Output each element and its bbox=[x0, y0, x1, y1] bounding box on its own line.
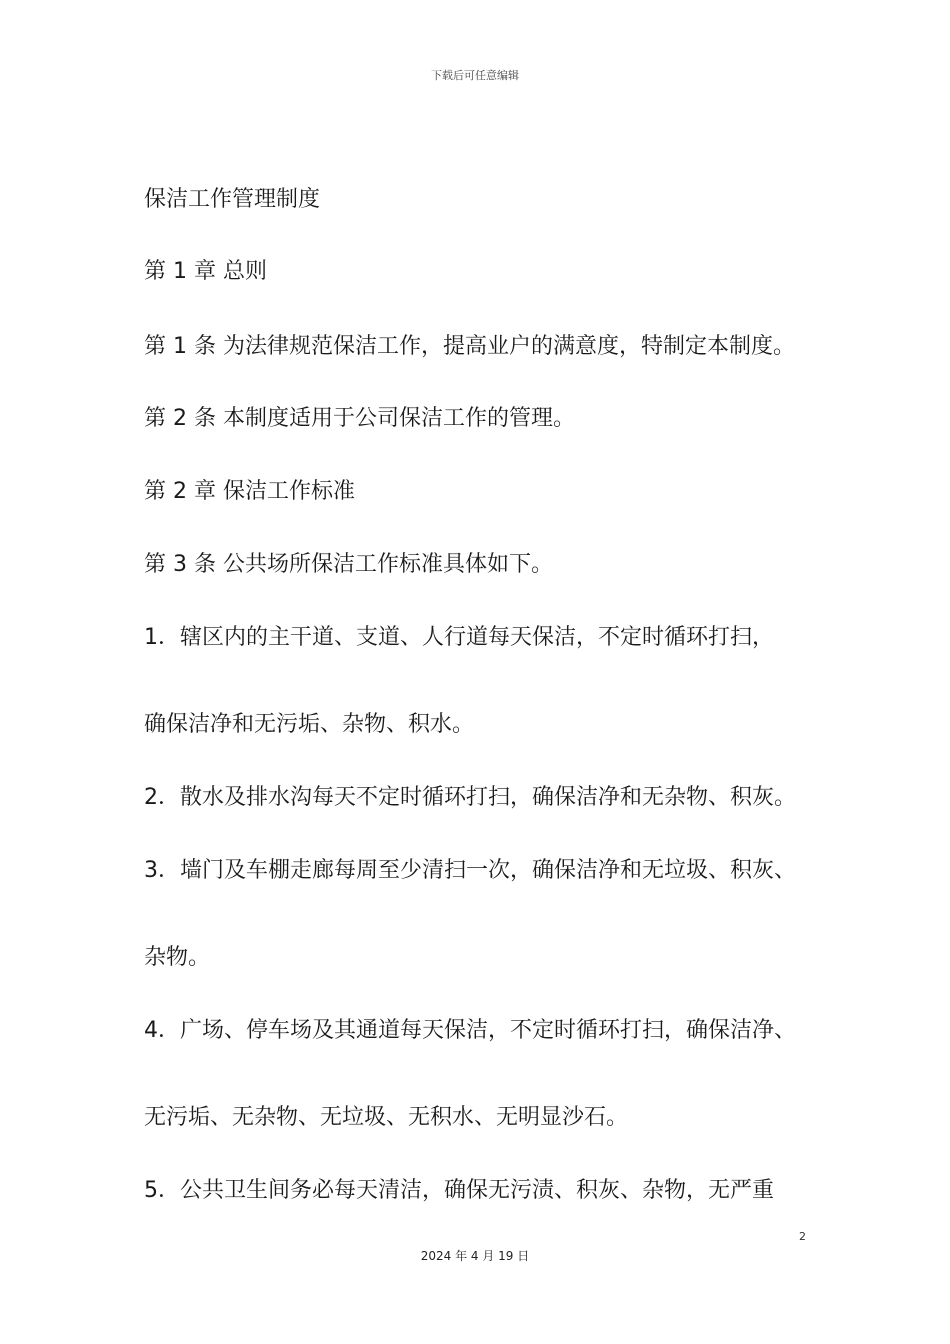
header-note: 下载后可任意编辑 bbox=[431, 69, 519, 82]
article-1-paragraph: 第 1 条 为法律规范保洁工作，提高业户的满意度，特制定本制度。 bbox=[144, 334, 795, 359]
list-item-1-line-2: 确保洁净和无污垢、杂物、积水。 bbox=[144, 712, 475, 737]
list-item-2: 2．散水及排水沟每天不定时循环打扫，确保洁净和无杂物、积灰。 bbox=[144, 785, 796, 810]
document-title: 保洁工作管理制度 bbox=[144, 187, 321, 212]
list-item-4-line-1: 4．广场、停车场及其通道每天保洁，不定时循环打扫，确保洁净、 bbox=[144, 1018, 796, 1043]
chapter-2-heading: 第 2 章 保洁工作标准 bbox=[144, 479, 355, 504]
footer-date: 2024 年 4 月 19 日 bbox=[420, 1249, 530, 1263]
list-item-5-line-1: 5．公共卫生间务必每天清洁，确保无污渍、积灰、杂物，无严重 bbox=[144, 1178, 774, 1203]
article-2-paragraph: 第 2 条 本制度适用于公司保洁工作的管理。 bbox=[144, 406, 575, 431]
page-number: 2 bbox=[799, 1230, 806, 1243]
chapter-1-heading: 第 1 章 总则 bbox=[144, 259, 267, 284]
list-item-1-line-1: 1．辖区内的主干道、支道、人行道每天保洁，不定时循环打扫， bbox=[144, 625, 774, 650]
list-item-3-line-1: 3．墙门及车棚走廊每周至少清扫一次，确保洁净和无垃圾、积灰、 bbox=[144, 858, 796, 883]
list-item-3-line-2: 杂物。 bbox=[144, 945, 211, 970]
list-item-4-line-2: 无污垢、无杂物、无垃圾、无积水、无明显沙石。 bbox=[144, 1105, 629, 1130]
article-3-paragraph: 第 3 条 公共场所保洁工作标准具体如下。 bbox=[144, 552, 553, 577]
